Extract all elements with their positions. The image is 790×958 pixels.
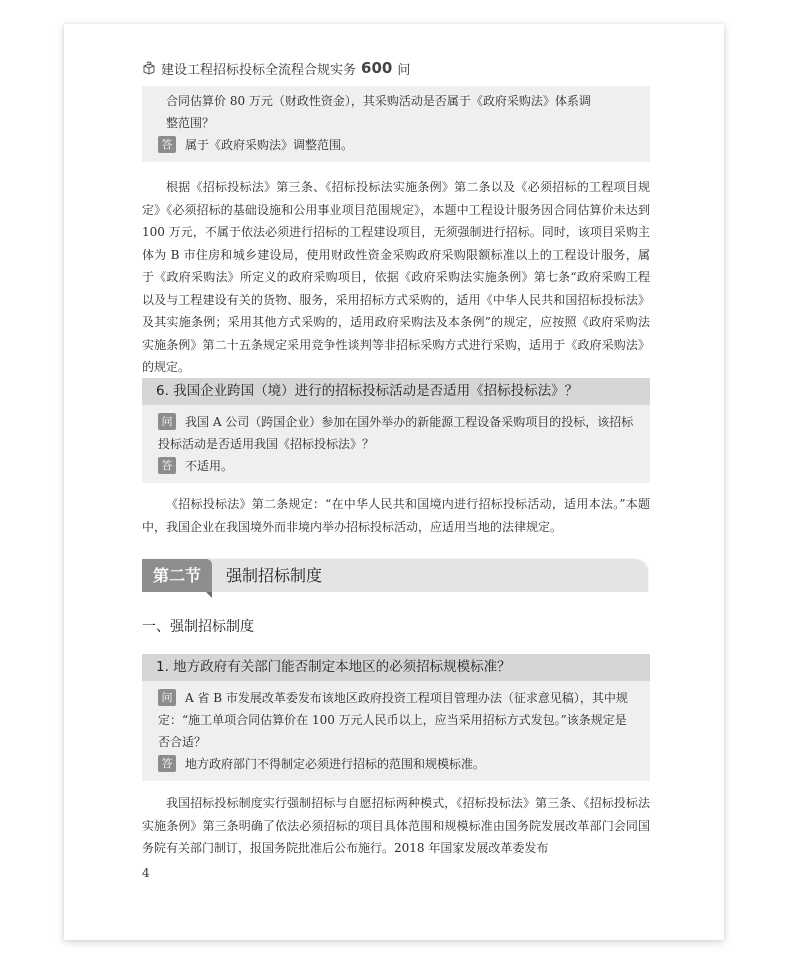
question-text: A 省 B 市发展改革委发布该地区政府投资工程项目管理办法（征求意见稿），其中规定：“施工单项合同估算价在 100 万元人民币以上，应当采用招标方式发包。”该条规定是否合适？ [158, 691, 628, 749]
answer-text: 地方政府部门不得制定必须进行招标的范围和规模标准。 [185, 757, 486, 771]
section-banner-bar [142, 559, 648, 592]
body-paragraph: 我国招标投标制度实行强制招标与自愿招标两种模式，《招标投标法》第三条、《招标投标法实施条例》第三条明确了依法必须招标的项目具体范围和规模标准由国务院发展改革部门会同国务院有关部门制订，报国务院批准后公布施行。2018 年国家发展改革委发布 [142, 796, 650, 855]
answer-row [158, 134, 636, 156]
section-title: 强制招标制度 [226, 566, 323, 585]
question-row [158, 411, 636, 455]
section-tag: 第二节 [142, 559, 212, 592]
qa-box-top [142, 86, 650, 162]
answer-badge: 答 [158, 136, 176, 153]
qa-box-6 [142, 378, 650, 483]
question-title: 6. 我国企业跨国（境）进行的招标投标活动是否适用《招标投标法》？ [142, 378, 650, 405]
book-title: 建设工程招标投标全流程合规实务 [161, 62, 357, 78]
question-line: 合同估算价 80 万元（财政性资金），其采购活动是否属于《政府采购法》体系调 [166, 94, 591, 108]
body-paragraph: 根据《招标投标法》第三条、《招标投标法实施条例》第二条以及《必须招标的工程项目规定》《必须招标的基础设施和公用事业项目范围规定》，本题中工程设计服务因合同估算价未达到 100 万元，不属于依法必须进行招标的工程建设项目，无须强制进行招标。同时，该项目采购主体为 B 市住房和城乡建设局，使用财政性资金采购政府采购限额标准以上的工程设计服务，属于《政府采购法》所定义的政府采购项目，依据《政府采购法实施条例》第七条“政府采购工程以及与工程建设有关的货物、服务，采用招标方式采购的，适用《中华人民共和国招标投标法》及其实施条例；采用其他方式采购的，适用政府采购法及本条例”的规定，应按照《政府采购法实施条例》第二十五条规定采用竞争性谈判等非招标采购方式进行采购，适用于《政府采购法》的规定。 [142, 180, 650, 374]
answer-badge: 答 [158, 755, 176, 772]
section-banner [142, 557, 650, 593]
answer-text: 不适用。 [185, 459, 234, 473]
subsection-heading: 一、强制招标制度 [142, 619, 254, 635]
answer-badge: 答 [158, 457, 176, 474]
answer-text: 属于《政府采购法》调整范围。 [185, 138, 354, 152]
box-icon [142, 61, 156, 75]
question-row [158, 687, 636, 753]
question-title: 1. 地方政府有关部门能否制定本地区的必须招标规模标准？ [142, 654, 650, 681]
question-line: 整范围？ [166, 116, 215, 130]
book-page [64, 24, 724, 940]
book-title-suffix: 问 [397, 62, 411, 78]
page-number: 4 [142, 866, 150, 880]
question-badge: 问 [158, 689, 176, 706]
question-text: 我国 A 公司（跨国企业）参加在国外举办的新能源工程设备采购项目的投标，该招标投标活动是否适用我国《招标投标法》？ [158, 415, 634, 451]
qa-box-1 [142, 654, 650, 781]
question-badge: 问 [158, 413, 176, 430]
body-paragraph: 《招标投标法》第二条规定：“在中华人民共和国境内进行招标投标活动，适用本法。”本题中，我国企业在我国境外而非境内举办招标投标活动，应适用当地的法律规定。 [142, 497, 650, 534]
answer-row [158, 455, 636, 477]
book-title-number: 600 [361, 59, 393, 77]
answer-row [158, 753, 636, 775]
running-head [142, 58, 410, 78]
